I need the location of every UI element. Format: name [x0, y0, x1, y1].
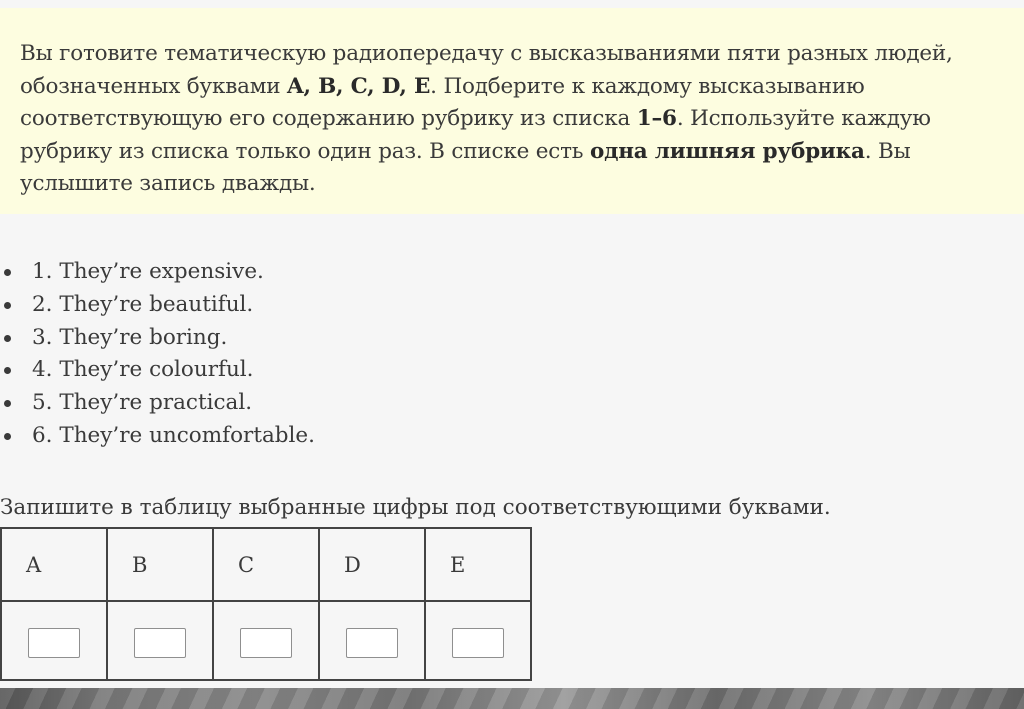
- header-cell-d: D: [319, 528, 425, 601]
- answer-input-d[interactable]: [346, 628, 398, 658]
- table-input-row: [1, 601, 531, 680]
- instruction-range: 1–6: [636, 106, 677, 131]
- option-text: 5. They’re practical.: [32, 390, 253, 416]
- bullet-icon: [4, 433, 11, 440]
- option-text: 1. They’re expensive.: [32, 259, 264, 284]
- option-text: 6. They’re uncomfortable.: [32, 422, 315, 448]
- answer-input-a[interactable]: [28, 628, 80, 658]
- instruction-part-1: Вы готовите тематическую радиопередачу с высказываниями пяти разных людей, обозначенных буквами: [20, 41, 953, 99]
- input-cell-b: [107, 601, 213, 680]
- header-cell-e: E: [425, 528, 531, 601]
- table-header-row: [1, 528, 531, 601]
- header-cell-b: B: [107, 528, 213, 601]
- instruction-extra-rubric: одна лишняя рубрика: [589, 138, 865, 164]
- instruction-text: [20, 38, 1010, 201]
- option-item: [0, 387, 315, 420]
- bullet-icon: [4, 400, 11, 407]
- instruction-part-4: . Вы услышите запись дважды.: [20, 138, 911, 196]
- option-text: 2. They’re beautiful.: [32, 291, 254, 317]
- answer-input-e[interactable]: [452, 628, 504, 658]
- option-item: [0, 354, 315, 387]
- background-photo: [0, 688, 1024, 709]
- answer-input-b[interactable]: [134, 628, 186, 658]
- instruction-part-3: . Используйте каждую рубрику из списка только один раз. В списке есть: [20, 106, 931, 164]
- options-list: [0, 256, 315, 453]
- input-cell-c: [213, 601, 319, 680]
- input-cell-a: [1, 601, 107, 680]
- bullet-icon: [4, 302, 11, 309]
- background-photo-detail: [0, 688, 1024, 709]
- option-item: [0, 420, 315, 453]
- option-item: [0, 289, 315, 322]
- input-cell-d: [319, 601, 425, 680]
- option-item: [0, 322, 315, 355]
- header-cell-c: C: [213, 528, 319, 601]
- option-text: 3. They’re boring.: [32, 324, 228, 350]
- instruction-part-2: . Подберите к каждому высказыванию соответствующую его содержанию рубрику из списка: [20, 73, 865, 131]
- table-caption: Запишите в таблицу выбранные цифры под соответствующими буквами.: [0, 495, 831, 520]
- instruction-box: [0, 8, 1024, 214]
- bullet-icon: [4, 335, 11, 342]
- input-cell-e: [425, 601, 531, 680]
- instruction-letters: A, B, C, D, E: [287, 73, 431, 99]
- option-text: 4. They’re colourful.: [32, 357, 254, 383]
- option-item: [0, 256, 315, 289]
- bullet-icon: [4, 367, 11, 374]
- bullet-icon: [4, 269, 11, 276]
- answer-input-c[interactable]: [240, 628, 292, 658]
- header-cell-a: A: [1, 528, 107, 601]
- answer-table: [0, 527, 532, 681]
